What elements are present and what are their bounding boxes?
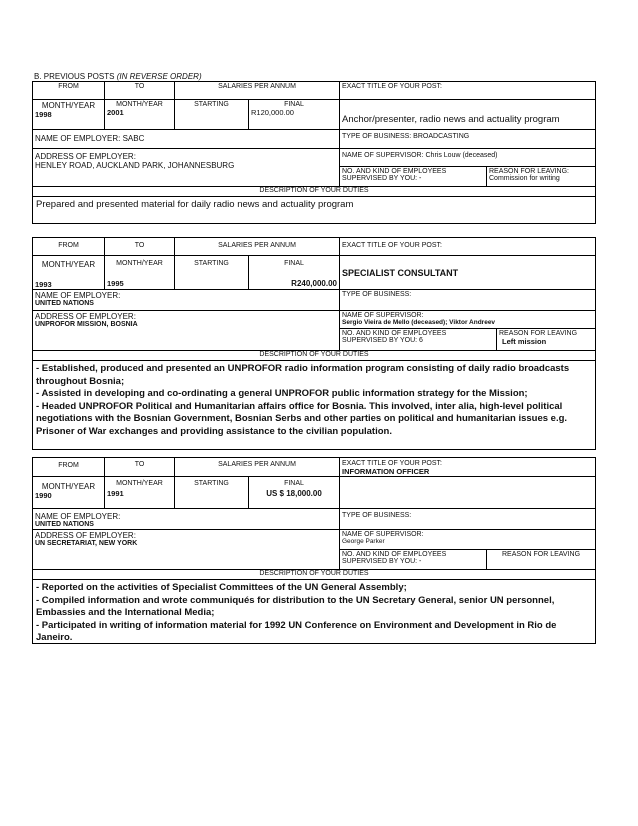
supervisor: NAME OF SUPERVISOR: Chris Louw (deceased)	[340, 149, 595, 167]
from-header: FROM	[33, 238, 105, 255]
post-title: SPECIALIST CONSULTANT	[342, 268, 459, 278]
exact-title-label: EXACT TITLE OF YOUR POST:	[342, 460, 442, 467]
to-header: TO	[105, 238, 175, 255]
month-year-label: MONTH/YEAR	[116, 480, 163, 487]
reason-label: REASON FOR LEAVING:	[489, 168, 569, 175]
supervised-count: SUPERVISED BY YOU: -	[342, 558, 422, 565]
duty-item: - Compiled information and wrote communiqués for distribution to the UN Secretary General, senior UN personnel, Embassies and the International Media;	[36, 594, 555, 618]
from-value: 1990	[35, 491, 52, 500]
month-year-label: MONTH/YEAR	[41, 101, 96, 110]
month-year-label: MONTH/YEAR	[116, 260, 163, 267]
month-year-label: MONTH/YEAR	[41, 482, 96, 491]
business-label: TYPE OF BUSINESS:	[342, 512, 412, 519]
duties-heading: DESCRIPTION OF YOUR DUTIES	[259, 351, 369, 358]
duty-item: - Reported on the activities of Specialist Committees of the UN General Assembly;	[36, 582, 407, 593]
starting-label: STARTING	[194, 260, 229, 267]
reason-value: Left mission	[502, 337, 547, 346]
reason-value: Commission for writing	[489, 175, 560, 182]
post-title: Anchor/presenter, radio news and actuality program	[342, 114, 560, 125]
business-label: TYPE OF BUSINESS:	[342, 291, 412, 298]
employer-label: NAME OF EMPLOYER:	[35, 512, 121, 521]
reason-label: REASON FOR LEAVING	[501, 551, 581, 558]
duty-item: - Established, produced and presented an UNPROFOR radio information program consisting of daily radio broadcasts throughout Bosnia;	[36, 363, 570, 387]
salaries-header: SALARIES PER ANNUM	[175, 458, 340, 476]
from-header: FROM	[33, 458, 105, 476]
duty-item: - Participated in writing of information material for 1992 UN Conference on Environment and Development in Rio de Janeiro.	[36, 619, 557, 643]
supervised-count: SUPERVISED BY YOU: -	[342, 175, 422, 182]
supervised-count: SUPERVISED BY YOU: 6	[342, 337, 423, 344]
exact-title-label: EXACT TITLE OF YOUR POST:	[342, 242, 442, 249]
duties-list	[33, 580, 595, 643]
to-value: 2001	[107, 108, 124, 117]
duties-list	[33, 361, 595, 449]
post-2	[32, 237, 596, 450]
from-value: 1998	[35, 110, 52, 119]
reason-label: REASON FOR LEAVING	[499, 330, 578, 337]
duties-heading: DESCRIPTION OF YOUR DUTIES	[259, 570, 369, 577]
supervisor-value: Sergio Vieira de Mello (deceased); Viktor Andreev	[342, 319, 496, 326]
salaries-header: SALARIES PER ANNUM	[175, 82, 340, 99]
address-value: UNPROFOR MISSION, BOSNIA	[35, 321, 138, 328]
employees-label: NO. AND KIND OF EMPLOYEES	[342, 330, 447, 337]
address-label: ADDRESS OF EMPLOYER:	[35, 152, 136, 161]
starting-label: STARTING	[194, 480, 229, 487]
employer-value: UNITED NATIONS	[35, 521, 94, 528]
address-label: ADDRESS OF EMPLOYER:	[35, 531, 136, 540]
supervisor-label: NAME OF SUPERVISOR:	[342, 312, 424, 319]
employer-label: NAME OF EMPLOYER:	[35, 291, 121, 300]
to-value: 1995	[107, 279, 124, 288]
final-value: R240,000.00	[291, 279, 337, 288]
final-label: FINAL	[284, 260, 304, 267]
duty-item: - Headed UNPROFOR Political and Humanitarian affairs office for Bosnia. This involved, inter alia, high-level political negotiations with the Bosnian Government, Bosnian Serbs and other parties on political and humanitarian issues e.g. Prisoner of War exchanges and providing assistance to the civilian population.	[36, 400, 568, 437]
address-value: HENLEY ROAD, AUCKLAND PARK, JOHANNESBURG	[35, 161, 235, 170]
section-heading: B. PREVIOUS POSTS (IN REVERSE ORDER)	[34, 72, 202, 81]
exact-title-label: EXACT TITLE OF YOUR POST:	[342, 83, 442, 90]
to-value: 1991	[107, 489, 124, 498]
post-title: INFORMATION OFFICER	[342, 467, 430, 476]
salaries-header: SALARIES PER ANNUM	[175, 238, 340, 255]
duties-text: Prepared and presented material for daily radio news and actuality program	[36, 199, 354, 210]
address-value: UN SECRETARIAT, NEW YORK	[35, 540, 138, 547]
duties-heading: DESCRIPTION OF YOUR DUTIES	[259, 187, 369, 194]
post-1	[32, 81, 596, 224]
employees-label: NO. AND KIND OF EMPLOYEES	[342, 168, 447, 175]
to-header: TO	[105, 82, 175, 99]
from-value: 1993	[35, 280, 52, 289]
final-label: FINAL	[284, 480, 304, 487]
supervisor-value: George Parker	[342, 538, 385, 545]
month-year-label: MONTH/YEAR	[116, 101, 163, 108]
employer: NAME OF EMPLOYER: SABC	[33, 130, 340, 148]
employer-value: UNITED NATIONS	[35, 300, 94, 307]
employees-label: NO. AND KIND OF EMPLOYEES	[342, 551, 447, 558]
starting-label: STARTING	[194, 101, 229, 108]
duty-item: - Assisted in developing and co-ordinating a general UNPROFOR public information strategy for the Mission;	[36, 388, 528, 399]
final-label: FINAL	[284, 101, 304, 108]
address-label: ADDRESS OF EMPLOYER:	[35, 312, 136, 321]
month-year-label: MONTH/YEAR	[41, 260, 96, 269]
final-value: R120,000.00	[251, 108, 294, 117]
final-value: US $ 18,000.00	[266, 489, 322, 498]
post-3	[32, 457, 596, 644]
from-header: FROM	[33, 82, 105, 99]
supervisor-label: NAME OF SUPERVISOR:	[342, 531, 424, 538]
business-type: TYPE OF BUSINESS: BROADCASTING	[342, 133, 470, 140]
to-header: TO	[105, 458, 175, 476]
